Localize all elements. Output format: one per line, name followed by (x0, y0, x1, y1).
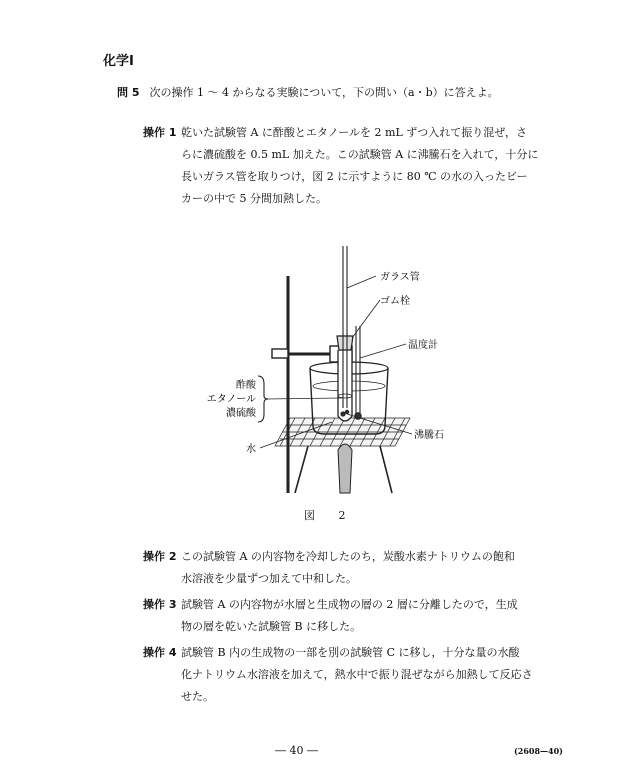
label-ethanol: エタノール (206, 394, 256, 405)
operation-2-label: 操作 2 (143, 550, 177, 563)
operation-1-line-3: 長いガラス管を取りつけ，図 2 に示すように 80 ℃ の水の入ったビー (181, 170, 528, 183)
label-water: 水 (246, 444, 256, 455)
operation-1-line-1: 乾いた試験管 A に酢酸とエタノールを 2 mL ずつ入れて振り混ぜ，さ (181, 126, 527, 139)
label-thermometer: 温度計 (408, 340, 438, 351)
operation-1-line-4: カーの中で 5 分間加熱した。 (181, 192, 327, 205)
operation-2-line-1: この試験管 A の内容物を冷却したのち，炭酸水素ナトリウムの飽和 (181, 550, 515, 563)
subject-title: 化学Ⅰ (103, 54, 134, 69)
question-header (117, 84, 499, 100)
operation-4-line-1: 試験管 B 内の生成物の一部を別の試験管 C に移し，十分な量の水酸 (181, 646, 520, 659)
label-rubber-stopper: ゴム栓 (380, 296, 410, 307)
operation-4-line-3: せた。 (181, 690, 214, 703)
operation-3-line-1: 試験管 A の内容物が水層と生成物の層の 2 層に分離したので，生成 (181, 598, 518, 611)
experiment-diagram (180, 238, 480, 500)
wire-gauze (275, 418, 410, 446)
operation-1 (143, 122, 563, 218)
operation-1-line-2: らに濃硫酸を 0.5 mL 加えた。この試験管 A に沸騰石を入れて，十分に (181, 148, 539, 161)
question-text: 次の操作 1 ～ 4 からなる実験について，下の問い（a・b）に答えよ。 (149, 86, 499, 99)
question-label: 問 5 (117, 86, 140, 99)
operation-3 (143, 594, 563, 638)
operation-4-text (181, 642, 533, 708)
operation-4-label: 操作 4 (143, 646, 177, 659)
label-sulfuric-acid: 濃硫酸 (226, 408, 256, 419)
label-acetic-acid: 酢酸 (236, 380, 256, 391)
test-tube (338, 350, 352, 421)
operation-4 (143, 642, 563, 708)
operation-2-text (181, 546, 515, 590)
operation-3-text (181, 594, 518, 638)
exam-code: (2608—40) (514, 746, 563, 756)
page-number: ― 40 ― (275, 744, 318, 757)
thermometer (355, 326, 361, 419)
operation-1-text (181, 122, 538, 210)
operation-2-line-2: 水溶液を少量ずつ加えて中和した。 (181, 572, 357, 585)
operation-3-label: 操作 3 (143, 598, 177, 611)
operation-2 (143, 546, 563, 590)
rubber-stopper (337, 336, 353, 350)
operation-4-line-2: 化ナトリウム水溶液を加えて，熱水中で振り混ぜながら加熱して反応さ (181, 668, 533, 681)
label-glass-tube: ガラス管 (380, 272, 420, 283)
burner (338, 444, 352, 493)
operation-1-label: 操作 1 (143, 126, 177, 139)
figure-caption: 図 2 (304, 509, 356, 522)
reagent-brace (258, 376, 268, 422)
operation-3-line-2: 物の層を乾いた試験管 B に移した。 (181, 620, 362, 633)
label-boiling-stone: 沸騰石 (414, 430, 444, 441)
